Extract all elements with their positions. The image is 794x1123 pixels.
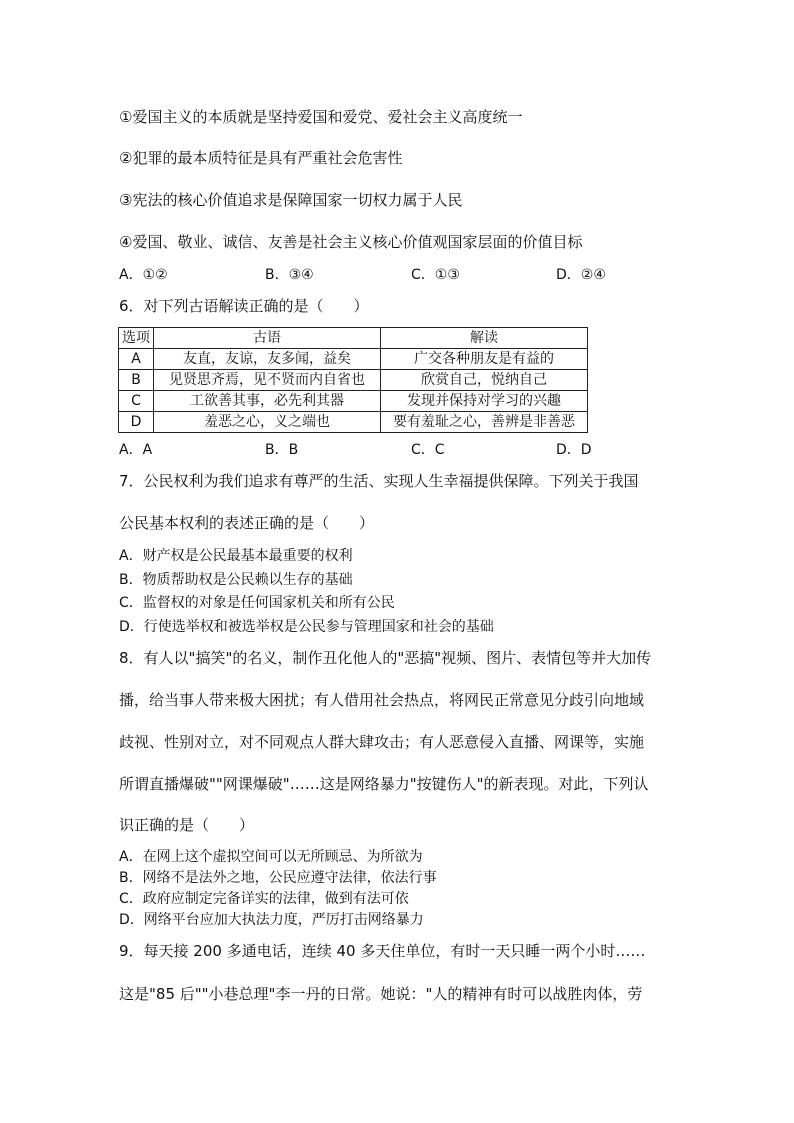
- statement-2: ②犯罪的最本质特征是具有严重社会危害性: [119, 149, 403, 167]
- table-header-row: [119, 328, 588, 349]
- q6-option-b: B．B: [265, 442, 299, 458]
- q6-option-a: A．A: [119, 442, 153, 458]
- table-cell: 要有羞耻之心，善辨是非善恶: [381, 412, 588, 433]
- table-cell: 见贤思齐焉，见不贤而内自省也: [154, 370, 381, 391]
- statement-1: ①爱国主义的本质就是坚持爱国和爱党、爱社会主义高度统一: [119, 108, 523, 126]
- header-cell: 选项: [119, 328, 154, 349]
- q7-option-b: B．物质帮助权是公民赖以生存的基础: [119, 572, 353, 588]
- q7-option-d: D．行使选举权和被选举权是公民参与管理国家和社会的基础: [119, 619, 494, 635]
- q8-stem-line-3: 歧视、性别对立，对不同观点人群大肆攻击；有人恶意侵入直播、网课等，实施: [119, 733, 645, 751]
- q8-option-a: A．在网上这个虚拟空间可以无所顾忌、为所欲为: [119, 849, 423, 865]
- table-row: [119, 391, 588, 412]
- q8-option-d: D．网络平台应加大执法力度，严厉打击网络暴力: [119, 912, 424, 928]
- q6-stem: 6．对下列古语解读正确的是（ ）: [119, 297, 369, 315]
- q8-stem-line-2: 播，给当事人带来极大困扰；有人借用社会热点，将网民正常意见分歧引向地域: [119, 691, 645, 709]
- q6-option-c: C．C: [411, 442, 445, 458]
- table-cell: 友直，友谅，友多闻，益矣: [154, 349, 381, 370]
- q8-stem-line-5: 识正确的是（ ）: [119, 816, 255, 834]
- q7-stem-line-2: 公民基本权利的表述正确的是（ ）: [119, 514, 375, 532]
- table-cell: D: [119, 412, 154, 433]
- table-row: [119, 370, 588, 391]
- table-cell: 广交各种朋友是有益的: [381, 349, 588, 370]
- q8-stem-line-4: 所谓直播爆破""网课爆破"……这是网络暴力"按键伤人"的新表现。对此，下列认: [119, 775, 649, 793]
- q5-option-c: C．①③: [411, 267, 460, 283]
- table-cell: 羞恶之心，义之端也: [154, 412, 381, 433]
- q5-option-a: A．①②: [119, 267, 168, 283]
- table-cell: 欣赏自己，悦纳自己: [381, 370, 588, 391]
- q5-option-b: B．③④: [265, 267, 314, 283]
- header-cell: 解读: [381, 328, 588, 349]
- q7-option-c: C．监督权的对象是任何国家机关和所有公民: [119, 595, 395, 611]
- statement-4: ④爱国、敬业、诚信、友善是社会主义核心价值观国家层面的价值目标: [119, 233, 583, 251]
- q9-stem-line-1: 9．每天接 200 多通电话，连续 40 多天住单位，有时一天只睡一两个小时……: [119, 942, 646, 960]
- table-cell: C: [119, 391, 154, 412]
- header-cell: 古语: [154, 328, 381, 349]
- table-cell: B: [119, 370, 154, 391]
- table-row: [119, 412, 588, 433]
- q8-stem-line-1: 8．有人以"搞笑"的名义，制作丑化他人的"恶搞"视频、图片、表情包等并大加传: [119, 649, 652, 667]
- table-cell: 工欲善其事，必先利其器: [154, 391, 381, 412]
- table-cell: A: [119, 349, 154, 370]
- q8-option-c: C．政府应制定完备详实的法律，做到有法可依: [119, 891, 409, 907]
- q5-option-d: D．②④: [556, 267, 606, 283]
- q6-table: [118, 327, 588, 433]
- q6-option-d: D．D: [556, 442, 592, 458]
- q9-stem-line-2: 这是"85 后""小巷总理"李一丹的日常。她说："人的精神有时可以战胜肉体，劳: [119, 985, 643, 1003]
- table-row: [119, 349, 588, 370]
- q7-stem-line-1: 7．公民权利为我们追求有尊严的生活、实现人生幸福提供保障。下列关于我国: [119, 472, 639, 490]
- q8-option-b: B．网络不是法外之地，公民应遵守法律，依法行事: [119, 870, 437, 886]
- table-cell: 发现并保持对学习的兴趣: [381, 391, 588, 412]
- q7-option-a: A．财产权是公民最基本最重要的权利: [119, 548, 353, 564]
- statement-3: ③宪法的核心价值追求是保障国家一切权力属于人民: [119, 191, 463, 209]
